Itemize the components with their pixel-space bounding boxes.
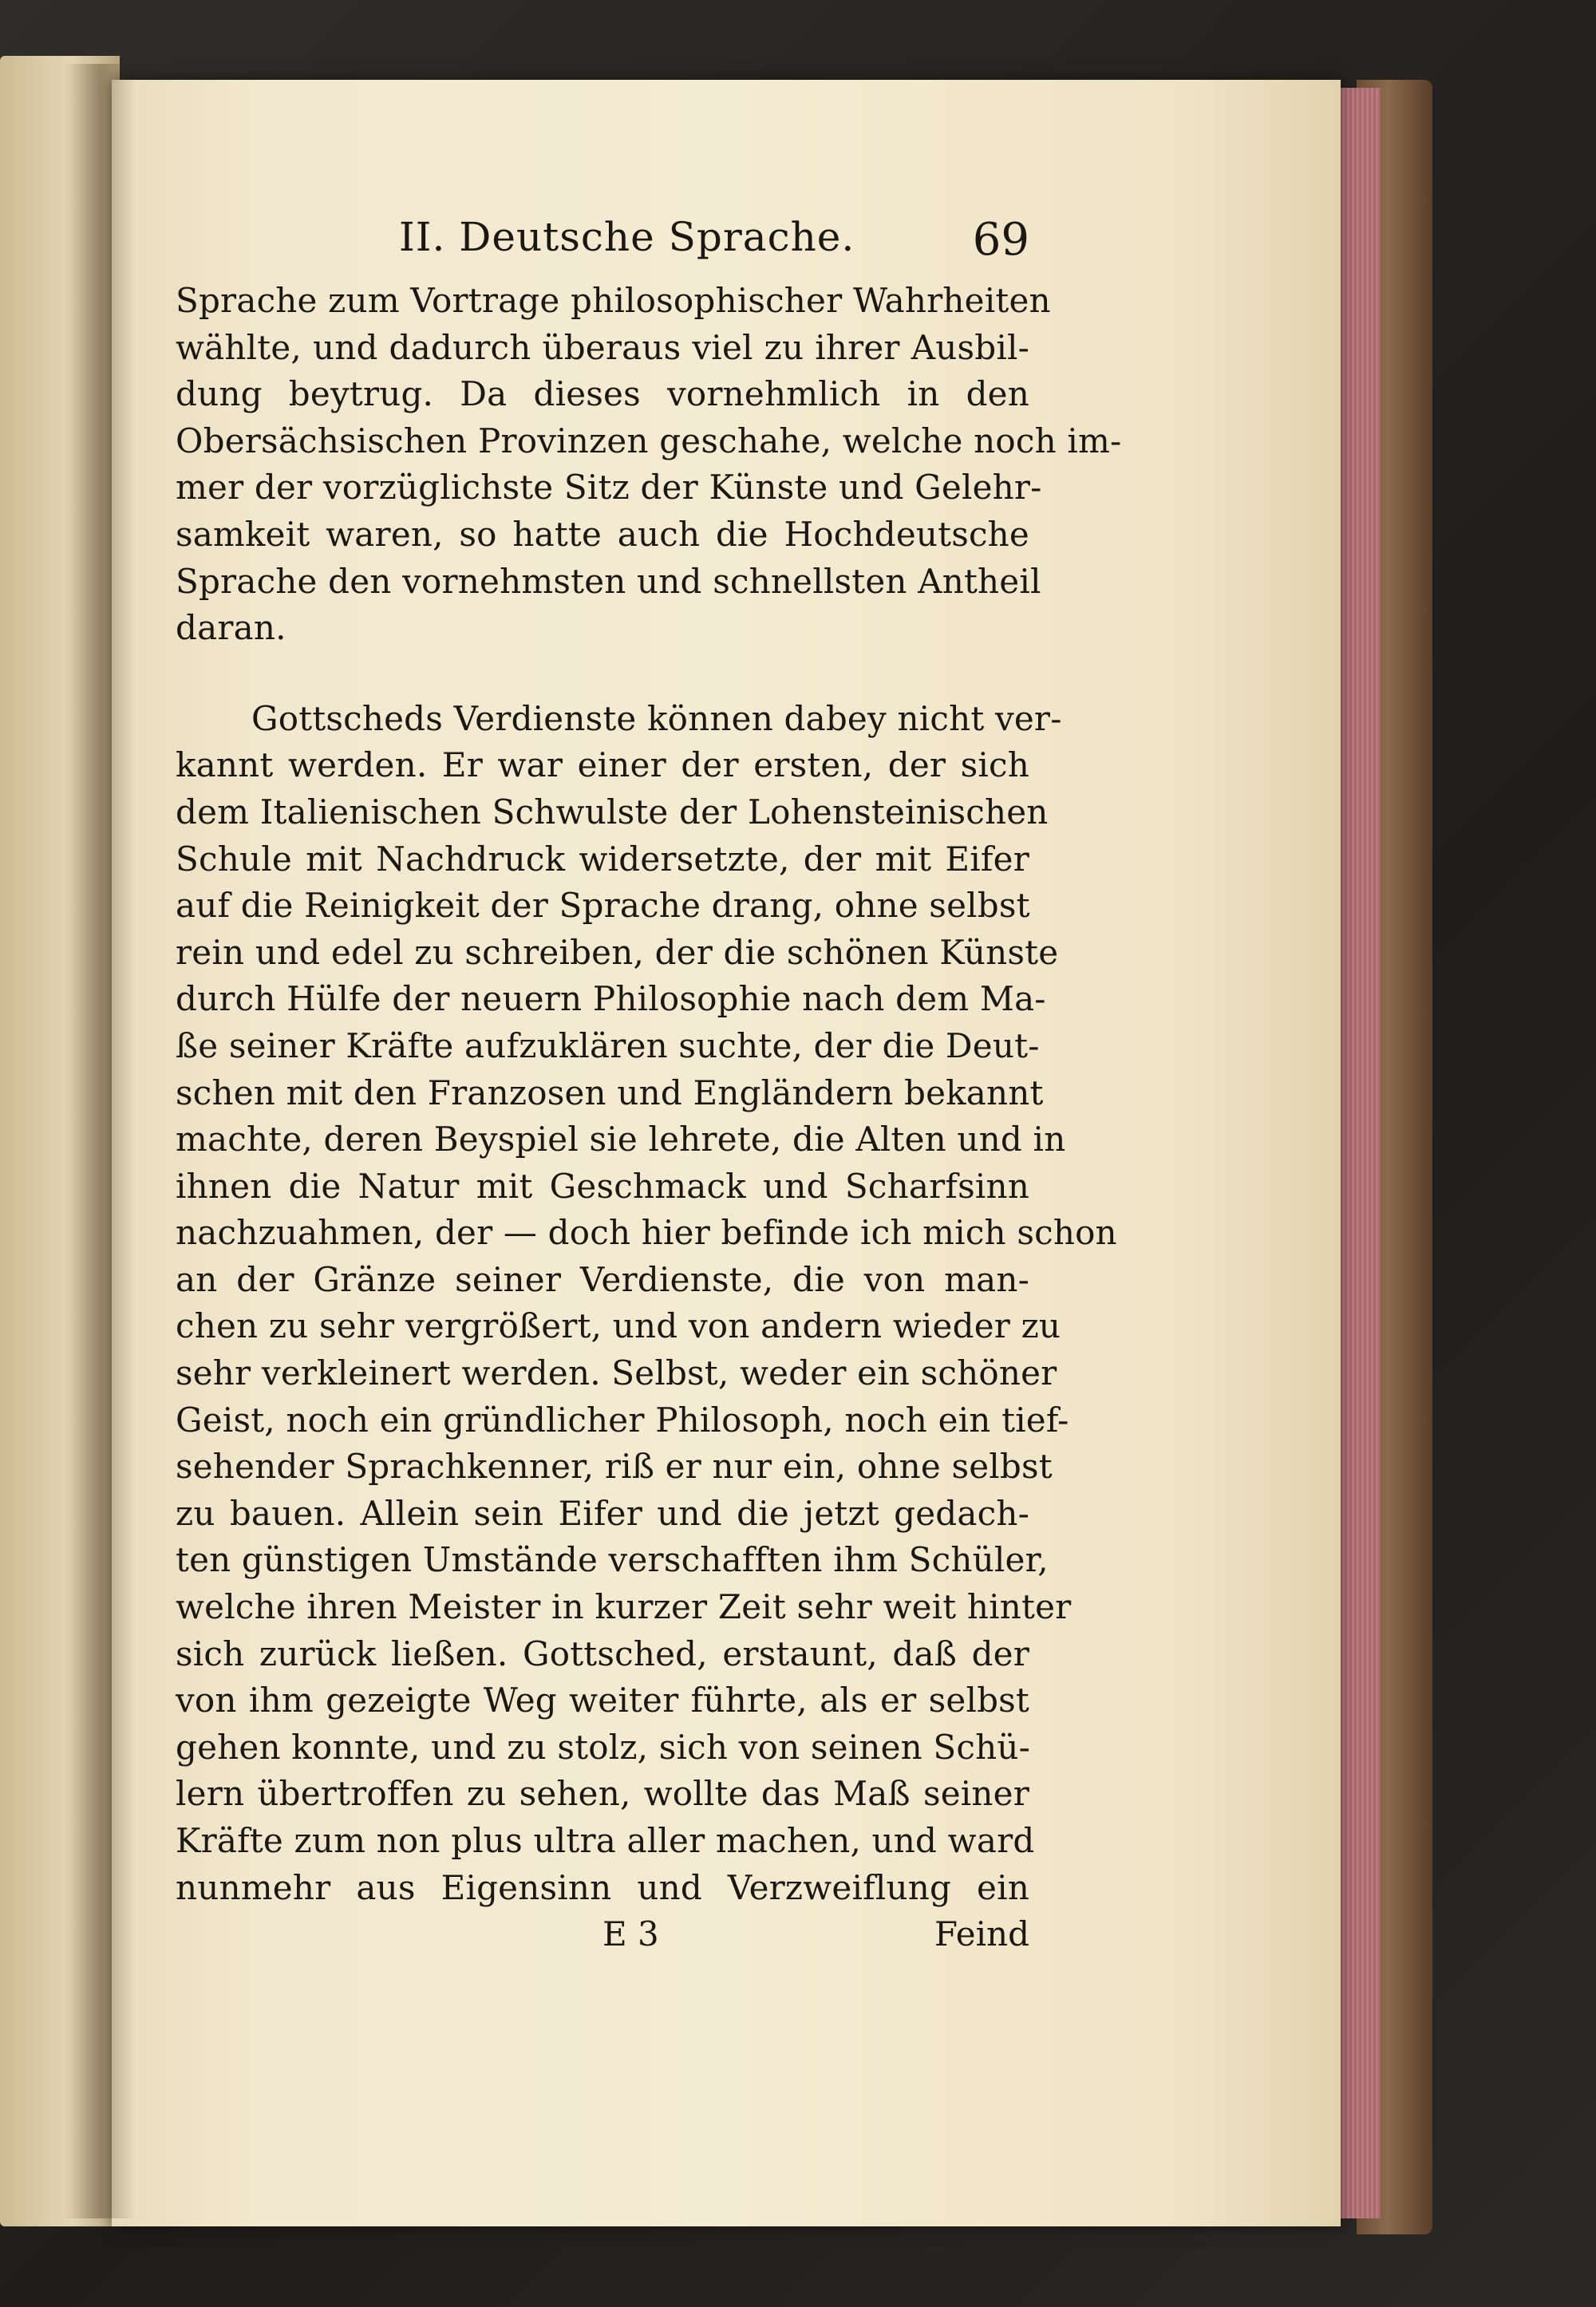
book-gutter	[64, 64, 136, 2218]
text-line: wählte, und dadurch überaus viel zu ihrer Ausbil-	[176, 327, 1029, 367]
text-line: dung beytrug. Da dieses vornehmlich in den	[176, 374, 1029, 414]
paragraph-2	[176, 696, 1117, 1911]
signature-mark: E 3	[602, 1914, 659, 1954]
text-line: Sprache zum Vortrage philosophischer Wahrheiten	[176, 281, 1051, 320]
text-line: rein und edel zu schreiben, der die schönen Künste	[176, 932, 1059, 972]
text-line: nunmehr aus Eigensinn und Verzweiflung ein	[176, 1867, 1029, 1907]
text-line: Sprache den vornehmsten und schnellsten Antheil	[176, 561, 1041, 601]
paragraph-1	[176, 278, 1122, 652]
running-title: II. Deutsche Sprache.	[399, 214, 855, 260]
text-line: mer der vorzüglichste Sitz der Künste und Gelehr-	[176, 468, 1042, 508]
page-number: 69	[972, 214, 1029, 266]
text-line: Gottscheds Verdienste können dabey nicht ver-	[251, 698, 1062, 738]
text-line: sich zurück ließen. Gottsched, erstaunt, daß der	[176, 1633, 1029, 1673]
page-header	[176, 214, 1029, 278]
text-line: lern übertroffen zu sehen, wollte das Maß seiner	[176, 1774, 1029, 1814]
text-line: Obersächsischen Provinzen geschahe, welche noch im-	[176, 421, 1122, 460]
text-line: an der Gränze seiner Verdienste, die von man-	[176, 1259, 1029, 1299]
text-line: sehender Sprachkenner, riß er nur ein, ohne selbst	[176, 1447, 1053, 1487]
text-line: Schule mit Nachdruck widersetzte, der mit Eifer	[176, 839, 1029, 879]
text-line: ihnen die Natur mit Geschmack und Scharfsinn	[176, 1166, 1029, 1206]
text-line: Geist, noch ein gründlicher Philosoph, noch ein tief-	[176, 1400, 1069, 1440]
text-line: ße seiner Kräfte aufzuklären suchte, der die Deut-	[176, 1025, 1040, 1065]
catchword: Feind	[934, 1914, 1029, 1954]
text-line: ten günstigen Umstände verschafften ihm Schüler,	[176, 1540, 1049, 1580]
text-line: samkeit waren, so hatte auch die Hochdeutsche	[176, 514, 1029, 554]
text-line: schen mit den Franzosen und Engländern bekannt	[176, 1073, 1044, 1112]
text-line: auf die Reinigkeit der Sprache drang, ohne selbst	[176, 886, 1030, 926]
text-line: kannt werden. Er war einer der ersten, der sich	[176, 745, 1029, 785]
page-footer	[176, 1911, 1029, 1959]
text-line: welche ihren Meister in kurzer Zeit sehr weit hinter	[176, 1587, 1072, 1627]
page-text	[176, 214, 1122, 1959]
paragraph-gap	[176, 652, 1029, 696]
text-line: gehen konnte, und zu stolz, sich von seinen Schü-	[176, 1727, 1031, 1767]
text-line: zu bauen. Allein sein Eifer und die jetzt gedach-	[176, 1493, 1029, 1533]
text-line: von ihm gezeigte Weg weiter führte, als er selbst	[176, 1681, 1029, 1720]
text-line: Kräfte zum non plus ultra aller machen, und ward	[176, 1821, 1035, 1860]
text-line: nachzuahmen, der — doch hier befinde ich mich schon	[176, 1213, 1117, 1253]
text-line: machte, deren Beyspiel sie lehrete, die Alten und in	[176, 1120, 1066, 1159]
text-line: daran.	[176, 608, 286, 648]
text-line: dem Italienischen Schwulste der Lohensteinischen	[176, 792, 1049, 832]
text-line: sehr verkleinert werden. Selbst, weder ein schöner	[176, 1353, 1057, 1393]
text-line: chen zu sehr vergrößert, und von andern wieder zu	[176, 1306, 1061, 1346]
text-line: durch Hülfe der neuern Philosophie nach dem Ma-	[176, 979, 1046, 1019]
